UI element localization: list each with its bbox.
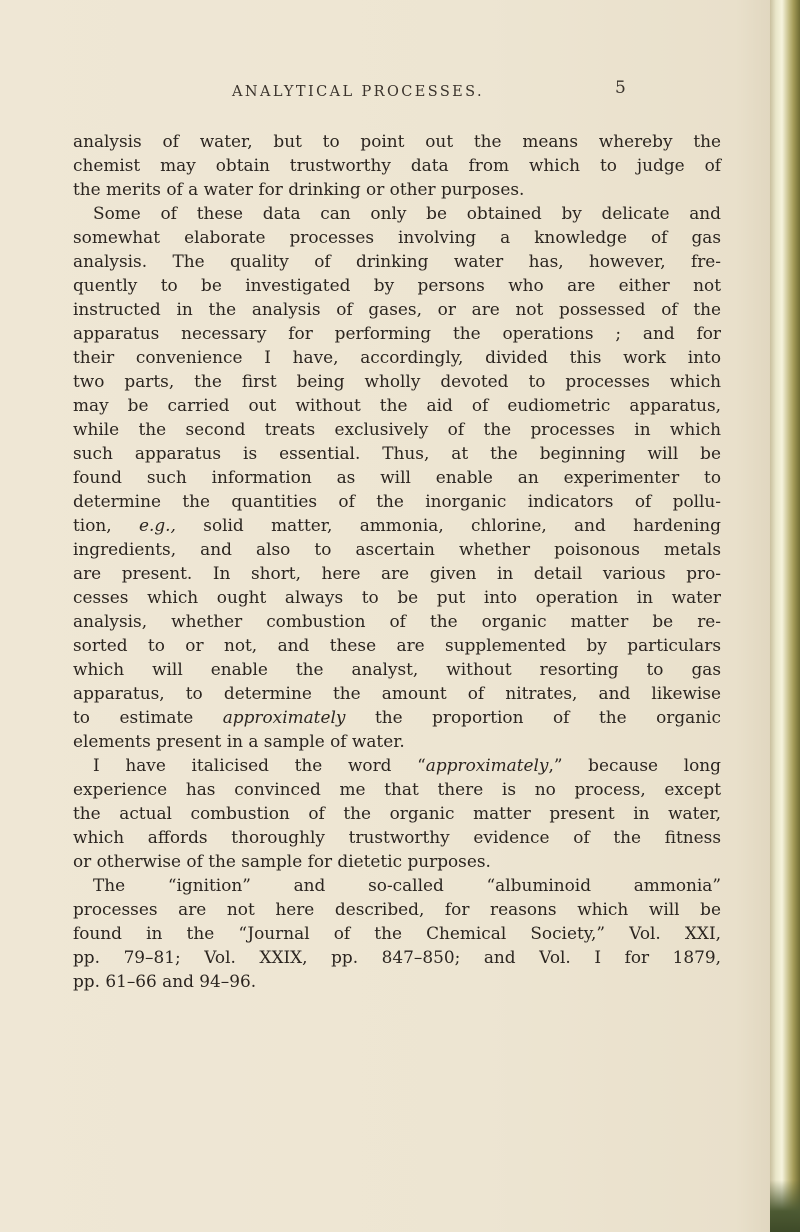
spine-shadow xyxy=(770,1180,800,1232)
body-line: cesses which ought always to be put into operation in water xyxy=(73,587,721,607)
book-spine-edge xyxy=(770,0,800,1232)
body-line: may be carried out without the aid of eudiometric apparatus, xyxy=(73,395,721,415)
body-line: which affords thoroughly trustworthy evidence of the fitness xyxy=(73,827,721,847)
body-line: analysis. The quality of drinking water has, however, fre- xyxy=(73,251,721,271)
body-line: Some of these data can only be obtained by delicate and xyxy=(93,203,721,223)
body-line: apparatus, to determine the amount of nitrates, and likewise xyxy=(73,683,721,703)
body-line: pp. 61–66 and 94–96. xyxy=(73,971,257,991)
body-line: determine the quantities of the inorganic indicators of pollu- xyxy=(73,491,721,511)
body-line: to estimate approximately the proportion of the organic xyxy=(73,707,721,727)
body-line: ingredients, and also to ascertain whether poisonous metals xyxy=(73,539,721,559)
body-line: two parts, the first being wholly devoted to processes which xyxy=(73,371,721,391)
running-head: ANALYTICAL PROCESSES. xyxy=(232,84,484,100)
body-line: are present. In short, here are given in detail various pro- xyxy=(73,563,721,583)
body-line: experience has convinced me that there is no process, except xyxy=(73,779,721,799)
body-line: which will enable the analyst, without resorting to gas xyxy=(73,659,721,679)
body-line: somewhat elaborate processes involving a knowledge of gas xyxy=(73,227,721,247)
body-line: processes are not here described, for reasons which will be xyxy=(73,899,721,919)
body-line: apparatus necessary for performing the operations ; and for xyxy=(73,323,721,343)
body-line: I have italicised the word “approximately,” because long xyxy=(93,755,721,775)
body-line: or otherwise of the sample for dietetic purposes. xyxy=(73,851,491,871)
body-line: quently to be investigated by persons who are either not xyxy=(73,275,721,295)
body-line: their convenience I have, accordingly, divided this work into xyxy=(73,347,721,367)
body-line: analysis, whether combustion of the organic matter be re- xyxy=(73,611,721,631)
body-line: while the second treats exclusively of the processes in which xyxy=(73,419,721,439)
body-line: found such information as will enable an experimenter to xyxy=(73,467,721,487)
body-line: the merits of a water for drinking or other purposes. xyxy=(73,179,525,199)
body-line: sorted to or not, and these are supplemented by particulars xyxy=(73,635,721,655)
page-number: 5 xyxy=(615,78,626,98)
body-line: analysis of water, but to point out the means whereby the xyxy=(73,131,721,151)
body-text xyxy=(0,107,800,991)
body-line: the actual combustion of the organic matter present in water, xyxy=(73,803,721,823)
body-line: tion, e.g., solid matter, ammonia, chlorine, and hardening xyxy=(73,515,721,535)
body-line: instructed in the analysis of gases, or are not possessed of the xyxy=(73,299,721,319)
body-line: chemist may obtain trustworthy data from which to judge of xyxy=(73,155,721,175)
body-line: elements present in a sample of water. xyxy=(73,731,405,751)
body-line: The “ignition” and so-called “albuminoid ammonia” xyxy=(93,875,721,895)
body-line: such apparatus is essential. Thus, at the beginning will be xyxy=(73,443,721,463)
body-line: pp. 79–81; Vol. XXIX, pp. 847–850; and Vol. I for 1879, xyxy=(73,947,721,967)
body-line: found in the “Journal of the Chemical Society,” Vol. XXI, xyxy=(73,923,721,943)
